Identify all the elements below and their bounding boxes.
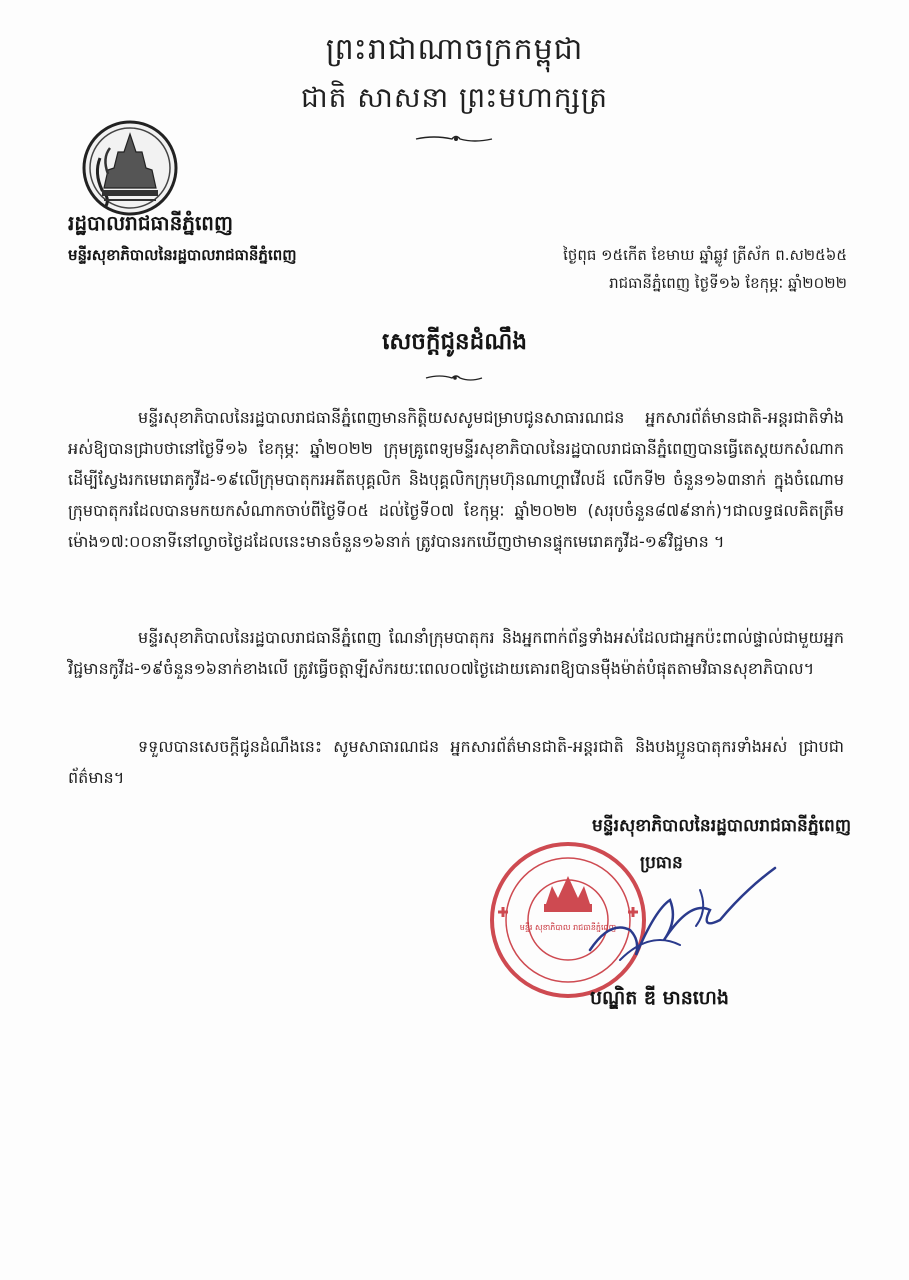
document-title: សេចក្តីជូនដំណឹង xyxy=(382,329,527,355)
signatory-office: មន្ទីរសុខាភិបាលនៃរដ្ឋបាលរាជធានីភ្នំពេញ xyxy=(592,816,851,836)
seal-inscription: មន្ទីរ សុខាភិបាល រាជធានីភ្នំពេញ xyxy=(519,923,617,932)
divider-ornament-icon xyxy=(414,132,494,146)
lunar-date: ថ្ងៃពុធ ១៥កើត ខែមាឃ ឆ្នាំឆ្លូវ ត្រីស័ក ព.ស២៥៦៥ xyxy=(563,246,847,264)
national-motto: ជាតិ សាសនា ព្រះមហាក្សត្រ xyxy=(300,81,609,114)
administration-name: រដ្ឋបាលរាជធានីភ្នំពេញ xyxy=(68,211,234,235)
body-paragraph: ទទួលបានសេចក្តីជូនដំណឹងនេះ សូមសាធារណជន អ្នកសារព័ត៌មានជាតិ-អន្តរជាតិ និងបងប្អូនបាតុករទាំងអស់ ជ្រាបជាព័ត៌មាន។ xyxy=(68,737,844,787)
ministry-emblem-icon xyxy=(80,118,180,218)
signature-icon xyxy=(560,860,780,970)
signatory-role: ប្រធាន xyxy=(640,853,683,873)
signatory-name: បណ្ឌិត ឌី មានហេង xyxy=(590,987,729,1009)
divider-ornament-icon xyxy=(424,372,484,384)
solar-date: រាជធានីភ្នំពេញ ថ្ងៃទី១៦ ខែកុម្ភៈ ឆ្នាំ២០២២ xyxy=(609,274,847,292)
kingdom-heading: ព្រះរាជាណាចក្រកម្ពុជា xyxy=(325,32,584,67)
body-paragraph: មន្ទីរសុខាភិបាលនៃរដ្ឋបាលរាជធានីភ្នំពេញមានកិត្តិយសសូមជម្រាបជូនសាធារណជន អ្នកសារព័ត៌មានជាតិ-អន្តរជាតិទាំងអស់ឱ្យបានជ្រាបថានៅថ្ងៃទី១៦ ខែកុម្ភៈ ឆ្នាំ២០២២ ក្រុមគ្រូពេទ្យមន្ទីរសុខាភិបាលនៃរដ្ឋបាលរាជធានីភ្នំពេញបានធ្វើតេស្តយកសំណាកដើម្បីស្វែងរកមេរោគកូវីដ-១៩លើក្រុមបាតុករអតីតបុគ្គលិក និងបុគ្គលិកក្រុមហ៊ុនណាហ្គាវើលដ៍ លើកទី២ ចំនួន១៦៣នាក់ ក្នុងចំណោមក្រុមបាតុករដែលបានមកយកសំណាកចាប់ពីថ្ងៃទី០៥ ដល់ថ្ងៃទី០៧ ខែកុម្ភៈ ឆ្នាំ២០២២ (សរុបចំនួន៨៧៩នាក់)។ជាលទ្ធផលគិតត្រឹមម៉ោង១៧:០០នាទីនៅល្ងាចថ្ងៃដដែលនេះមានចំនួន១៦នាក់ ត្រូវបានរកឃើញថាមានផ្ទុកមេរោគកូវីដ-១៩វិជ្ជមាន ។ xyxy=(68,408,844,551)
department-name: មន្ទីរសុខាភិបាលនៃរដ្ឋបាលរាជធានីភ្នំពេញ xyxy=(68,246,297,264)
body-paragraph: មន្ទីរសុខាភិបាលនៃរដ្ឋបាលរាជធានីភ្នំពេញ ណែនាំក្រុមបាតុករ និងអ្នកពាក់ព័ន្ធទាំងអស់ដែលជាអ្នកប៉ះពាល់ផ្ទាល់ជាមួយអ្នកវិជ្ជមានកូវីដ-១៩ចំនួន១៦នាក់ខាងលើ ត្រូវធ្វើចត្តាឡីស័ករយៈពេល០៧ថ្ងៃដោយគោរពឱ្យបានម៉ឺងម៉ាត់បំផុតតាមវិធានសុខាភិបាល។ xyxy=(68,628,844,678)
